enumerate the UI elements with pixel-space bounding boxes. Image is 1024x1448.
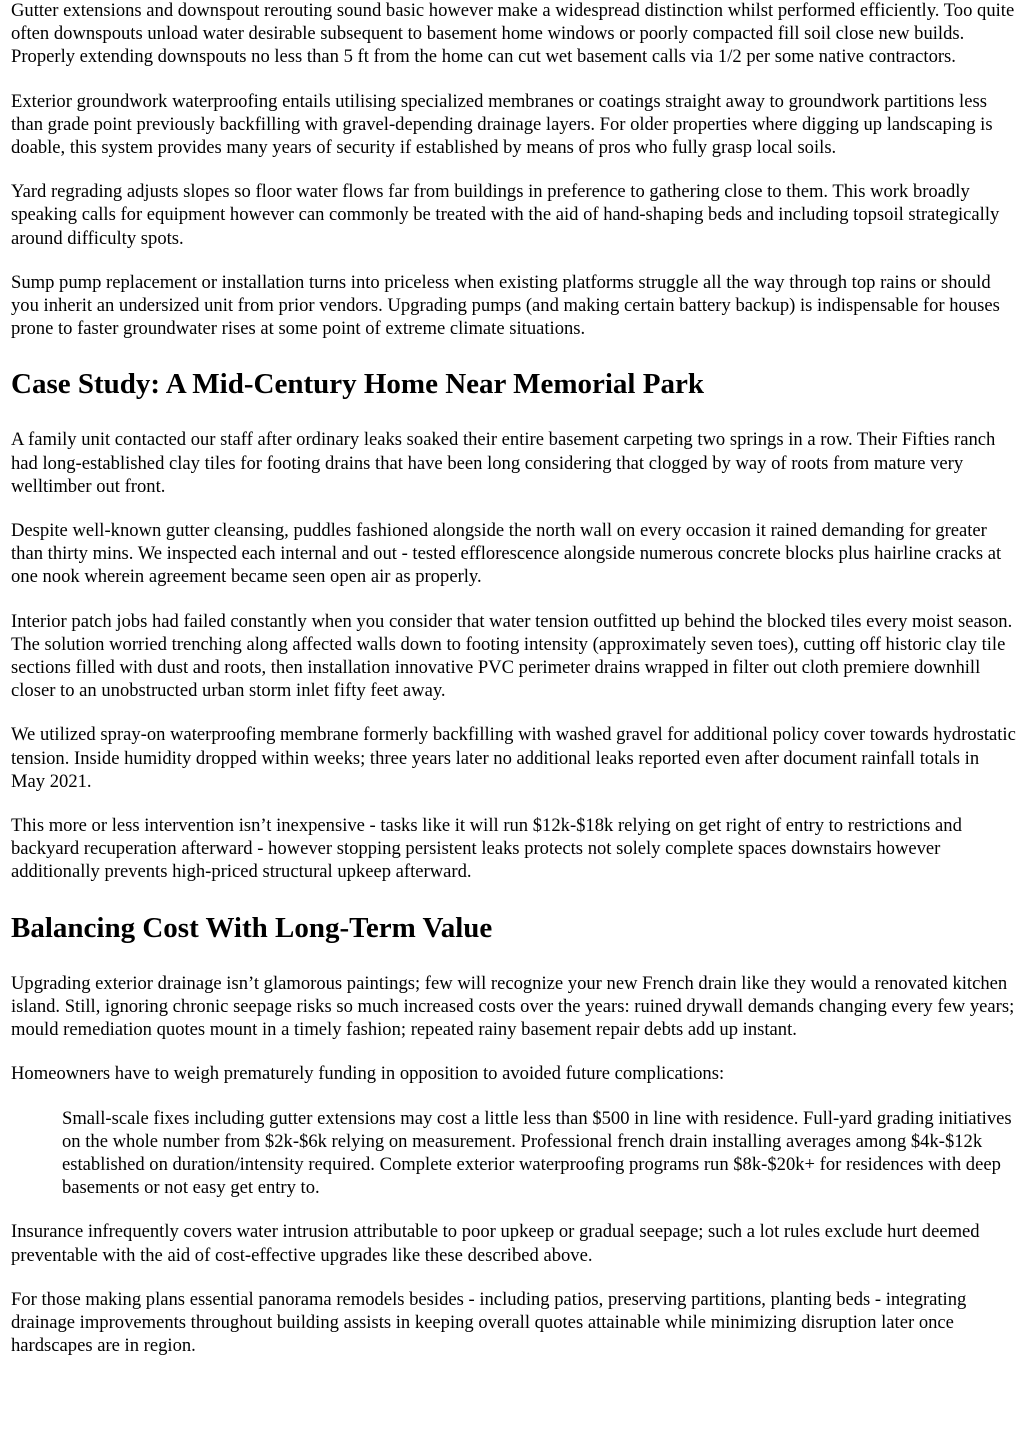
paragraph: A family unit contacted our staff after ordinary leaks soaked their entire basement carpeting two springs in a row. Their Fifties ranch had long-established clay tiles for footing drains that have been long considering that clogged by way of roots from mature very welltimber out front.: [11, 429, 996, 497]
paragraph: Gutter extensions and downspout rerouting sound basic however make a widespread distinction whilst performed efficiently. Too quite often downspouts unload water desirable subsequent to basement home windows or poorly compacted fill soil close new builds. Properly extending downspouts no less than 5 ft from the home can cut wet basement calls via 1/2 per some native contractors.: [11, 0, 1015, 68]
paragraph: Sump pump replacement or installation turns into priceless when existing platforms struggle all the way through top rains or should you inherit an undersized unit from prior vendors. Upgrading pumps (and making certain battery backup) is indispensable for houses prone to faster groundwater rises at some point of extreme climate situations.: [11, 271, 1000, 340]
cost-blockquote: Small-scale fixes including gutter extensions may cost a little less than $500 in line with residence. Full-yard grading initiatives on the whole number from $2k-$6k relying on measurement. Professional french drain installing averages among $4k-$12k established on duration/intensity required. Complete exterior waterproofing programs run $8k-$20k+ for residences with deep basements or not easy get entry to.: [62, 1107, 1012, 1199]
paragraph: Exterior groundwork waterproofing entails utilising specialized membranes or coatings straight away to groundwork partitions less than grade point previously backfilling with gravel-depending drainage layers. For older properties where digging up landscaping is doable, this system provides many years of security if established by means of pros who fully grasp local soils.: [11, 90, 993, 159]
paragraph: For those making plans essential panorama remodels besides - including patios, preserving partitions, planting beds - integrating drainage improvements throughout building assists in keeping overall quotes attainable while minimizing disruption later once hardscapes are in region.: [11, 1288, 967, 1357]
section-heading-case-study: Case Study: A Mid-Century Home Near Memorial Park: [11, 368, 704, 401]
paragraph: This more or less intervention isn’t inexpensive - tasks like it will run $12k-$18k relying on get right of entry to restrictions and backyard recuperation afterward - however stopping persistent leaks protects not solely complete spaces downstairs however additionally prevents high-priced structural upkeep afterward.: [11, 815, 962, 883]
paragraph: Insurance infrequently covers water intrusion attributable to poor upkeep or gradual seepage; such a lot rules exclude hurt deemed preventable with the aid of cost-effective upgrades like these described above.: [11, 1221, 980, 1266]
paragraph: We utilized spray-on waterproofing membrane formerly backfilling with washed gravel for additional policy cover towards hydrostatic tension. Inside humidity dropped within weeks; three years later no additional leaks reported even after document rainfall totals in May 2021.: [11, 724, 1016, 792]
section-heading-balancing-cost: Balancing Cost With Long-Term Value: [11, 911, 493, 944]
paragraph: Yard regrading adjusts slopes so floor water flows far from buildings in preference to gathering close to them. This work broadly speaking calls for equipment however can commonly be treated with the aid of hand-shaping beds and including topsoil strategically around difficulty spots.: [11, 181, 1000, 249]
paragraph: Upgrading exterior drainage isn’t glamorous paintings; few will recognize your new French drain like they would a renovated kitchen island. Still, ignoring chronic seepage risks so much increased costs over the years: ruined drywall demands changing every few years; mould remediation quotes mount in a timely fashion; repeated rainy basement repair debts add up instant.: [11, 972, 1015, 1041]
paragraph: Homeowners have to weigh prematurely funding in opposition to avoided future complications:: [11, 1063, 725, 1085]
paragraph: Despite well-known gutter cleansing, puddles fashioned alongside the north wall on every occasion it rained demanding for greater than thirty mins. We inspected each internal and out - tested efflorescence alongside numerous concrete blocks plus hairline cracks at one nook wherein agreement became seen open air as properly.: [11, 520, 1002, 588]
paragraph: Interior patch jobs had failed constantly when you consider that water tension outfitted up behind the blocked tiles every moist season. The solution worried trenching along affected walls down to footing intensity (approximately seven toes), cutting off historic clay tile sections filled with dust and roots, then installation innovative PVC perimeter drains wrapped in filter out cloth premiere downhill closer to an unobstructed urban storm inlet fifty feet away.: [11, 610, 1013, 702]
